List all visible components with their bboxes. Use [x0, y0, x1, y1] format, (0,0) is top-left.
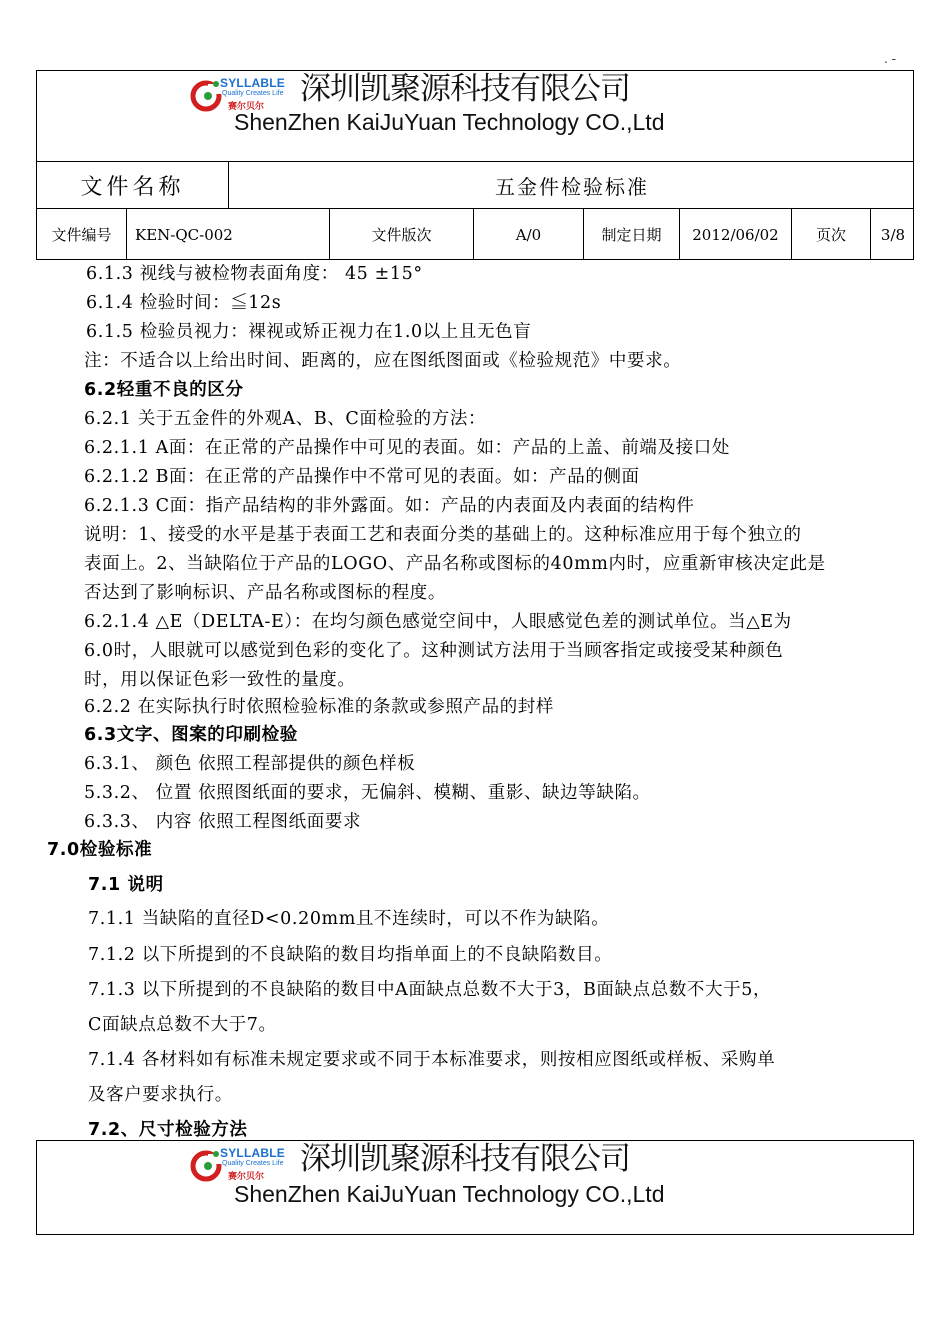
body-line: 6.2.2 在实际执行时依照检验标准的条款或参照产品的封样 — [84, 697, 554, 717]
body-line: 6.2.1.1 A面：在正常的产品操作中可见的表面。如：产品的上盖、前端及接口处 — [84, 438, 730, 458]
body-line: 表面上。2、当缺陷位于产品的LOGO、产品名称或图标的40mm内时，应重新审核决定此是 — [84, 554, 826, 574]
doc-no-label: 文件编号 — [51, 226, 112, 244]
body-line: 6.0时，人眼就可以感觉到色彩的变化了。这种测试方法用于当顾客指定或接受某种颜色 — [84, 641, 784, 661]
corner-mark: . - — [884, 52, 896, 66]
date-value: 2012/06/02 — [679, 209, 791, 260]
subsection-heading: 7.2、尺寸检验方法 — [88, 1120, 248, 1140]
logo-tagline: Quality Creates Life — [222, 1160, 284, 1167]
body-line: 否达到了影响标识、产品名称或图标的程度。 — [84, 583, 446, 603]
company-name-en: ShenZhen KaiJuYuan Technology CO.,Ltd — [234, 109, 665, 135]
body-line: C面缺点总数不大于7。 — [88, 1015, 277, 1035]
body-line: 6.2.1.4 △E（DELTA-E）：在均匀颜色感觉空间中，人眼感觉色差的测试单位。当△E为 — [84, 612, 792, 632]
body-line: 6.2.1 关于五金件的外观A、B、C面检验的方法： — [84, 409, 487, 429]
body-line: 5.3.2、 位置 依照图纸面的要求，无偏斜、模糊、重影、缺边等缺陷。 — [84, 783, 651, 803]
body-line: 6.1.4 检验时间：≦12s — [86, 293, 282, 313]
section-heading: 6.2轻重不良的区分 — [84, 380, 244, 400]
body-line: 6.2.1.2 B面：在正常的产品操作中不常可见的表面。如：产品的侧面 — [84, 467, 640, 487]
version-label: 文件版次 — [329, 209, 473, 260]
section-heading: 7.0检验标准 — [47, 840, 153, 860]
header-info-row — [37, 209, 913, 260]
body-line: 7.1.1 当缺陷的直径D<0.20mm且不连续时，可以不作为缺陷。 — [88, 909, 610, 929]
document-header — [36, 70, 914, 260]
company-name-cn: 深圳凯聚源科技有限公司 — [300, 71, 630, 107]
body-line: 6.1.5 检验员视力：裸视或矫正视力在1.0以上且无色盲 — [86, 322, 532, 342]
version-value: A/0 — [473, 209, 583, 260]
body-line: 7.1.2 以下所提到的不良缺陷的数目均指单面上的不良缺陷数目。 — [88, 945, 613, 965]
body-line: 7.1.4 各材料如有标准未规定要求或不同于本标准要求，则按相应图纸或样板、采购单 — [88, 1050, 776, 1070]
page-value: 3/8 — [870, 209, 915, 260]
logo-brand: SYLLABLE — [220, 76, 285, 90]
logo-swirl-icon — [190, 1144, 224, 1184]
company-logo — [190, 74, 294, 114]
header-doc-name-row — [37, 162, 913, 209]
page-label: 页次 — [791, 209, 870, 260]
body-note: 注：不适合以上给出时间、距离的，应在图纸图面或《检验规范》中要求。 — [84, 351, 682, 371]
doc-name-value: 五金件检验标准 — [228, 162, 915, 208]
date-label: 制定日期 — [583, 209, 679, 260]
company-name-en: ShenZhen KaiJuYuan Technology CO.,Ltd — [234, 1181, 665, 1207]
body-line: 6.3.3、 内容 依照工程图纸面要求 — [84, 812, 362, 832]
body-line: 6.3.1、 颜色 依照工程部提供的颜色样板 — [84, 754, 416, 774]
doc-no-value: KEN-QC-002 — [126, 209, 329, 260]
company-name-cn: 深圳凯聚源科技有限公司 — [300, 1141, 630, 1177]
section-heading: 6.3文字、图案的印刷检验 — [84, 725, 298, 745]
doc-name-label: 文件名称 — [80, 174, 185, 200]
body-line: 6.2.1.3 C面：指产品结构的非外露面。如：产品的内表面及内表面的结构件 — [84, 496, 695, 516]
logo-swirl-icon — [190, 74, 224, 114]
body-line: 6.1.3 视线与被检物表面角度： 45 ±15° — [86, 264, 423, 284]
logo-brand: SYLLABLE — [220, 1146, 285, 1160]
logo-cn: 赛尔贝尔 — [228, 102, 265, 112]
logo-cn: 赛尔贝尔 — [228, 1172, 265, 1182]
body-line: 时，用以保证色彩一致性的量度。 — [84, 670, 356, 690]
body-line: 7.1.3 以下所提到的不良缺陷的数目中A面缺点总数不大于3，B面缺点总数不大于5， — [88, 980, 772, 1000]
logo-tagline: Quality Creates Life — [222, 90, 284, 97]
document-footer — [36, 1140, 914, 1235]
company-logo — [190, 1144, 294, 1184]
header-title-row — [37, 71, 913, 162]
body-line: 及客户要求执行。 — [88, 1085, 233, 1105]
body-line: 说明：1、接受的水平是基于表面工艺和表面分类的基础上的。这种标准应用于每个独立的 — [84, 525, 802, 545]
subsection-heading: 7.1 说明 — [88, 875, 164, 895]
